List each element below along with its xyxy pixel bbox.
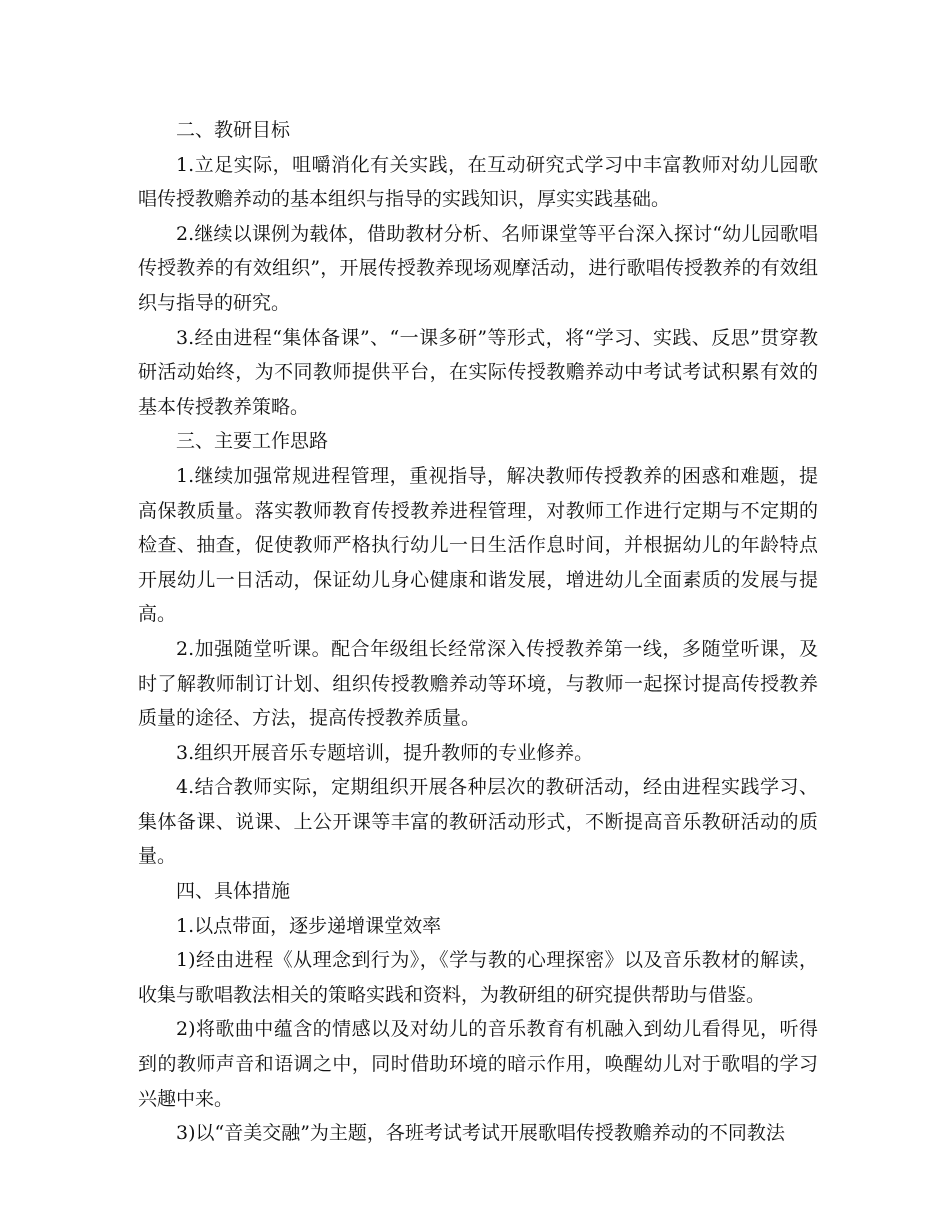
paragraph-goal-3: 3.经由进程“集体备课”、“一课多研”等形式，将“学习、实践、反思”贯穿教研活动始终，为不同教师提供平台，在实际传授教赡养动中考试考试积累有效的基本传授教养策略。 (138, 326, 818, 418)
paragraph-goal-1: 1.立足实际，咀嚼消化有关实践，在互动研究式学习中丰富教师对幼儿园歌唱传授教赡养动的基本组织与指导的实践知识，厚实实践基础。 (138, 153, 818, 211)
section-heading-measures: 四、具体措施 (176, 880, 291, 903)
paragraph-measure-1-1: 1)经由进程《从理念到行为》，《学与教的心理探密》以及音乐教材的解读，收集与歌唱教法相关的策略实践和资料，为教研组的研究提供帮助与借鉴。 (138, 949, 818, 1006)
paragraph-measure-1-2: 2)将歌曲中蕴含的情感以及对幼儿的音乐教育有机融入到幼儿看得见，听得到的教师声音和语调之中，同时借助环境的暗示作用，唤醒幼儿对于歌唱的学习兴趣中来。 (138, 1018, 818, 1110)
paragraph-measure-1: 1.以点带面，逐步递增课堂效率 (176, 914, 442, 937)
paragraph-idea-3: 3.组织开展音乐专题培训，提升教师的专业修养。 (176, 741, 594, 764)
paragraph-idea-1: 1.继续加强常规进程管理，重视指导，解决教师传授教养的困惑和难题，提高保教质量。落实教师教育传授教养进程管理，对教师工作进行定期与不定期的检查、抽查，促使教师严格执行幼儿一日生活作息时间，并根据幼儿的年龄特点开展幼儿一日活动，保证幼儿身心健康和谐发展，增进幼儿全面素质的发展与提高。 (138, 464, 818, 626)
paragraph-idea-4: 4.结合教师实际，定期组织开展各种层次的教研活动，经由进程实践学习、集体备课、说课、上公开课等丰富的教研活动形式，不断提高音乐教研活动的质量。 (138, 776, 818, 868)
paragraph-measure-1-3: 3)以“音美交融”为主题，各班考试考试开展歌唱传授教赡养动的不同教法 (176, 1122, 785, 1145)
paragraph-idea-2: 2.加强随堂听课。配合年级组长经常深入传授教养第一线，多随堂听课，及时了解教师制订计划、组织传授教赡养动等环境，与教师一起探讨提高传授教养质量的途径、方法，提高传授教养质量。 (138, 637, 818, 730)
section-heading-work-ideas: 三、主要工作思路 (176, 430, 329, 453)
paragraph-goal-2: 2.继续以课例为载体，借助教材分析、名师课堂等平台深入探讨“幼儿园歌唱传授教养的有效组织”，开展传授教养现场观摩活动，进行歌唱传授教养的有效组织与指导的研究。 (138, 222, 818, 314)
section-heading-research-goals: 二、教研目标 (176, 119, 291, 141)
document-body (138, 113, 818, 1151)
